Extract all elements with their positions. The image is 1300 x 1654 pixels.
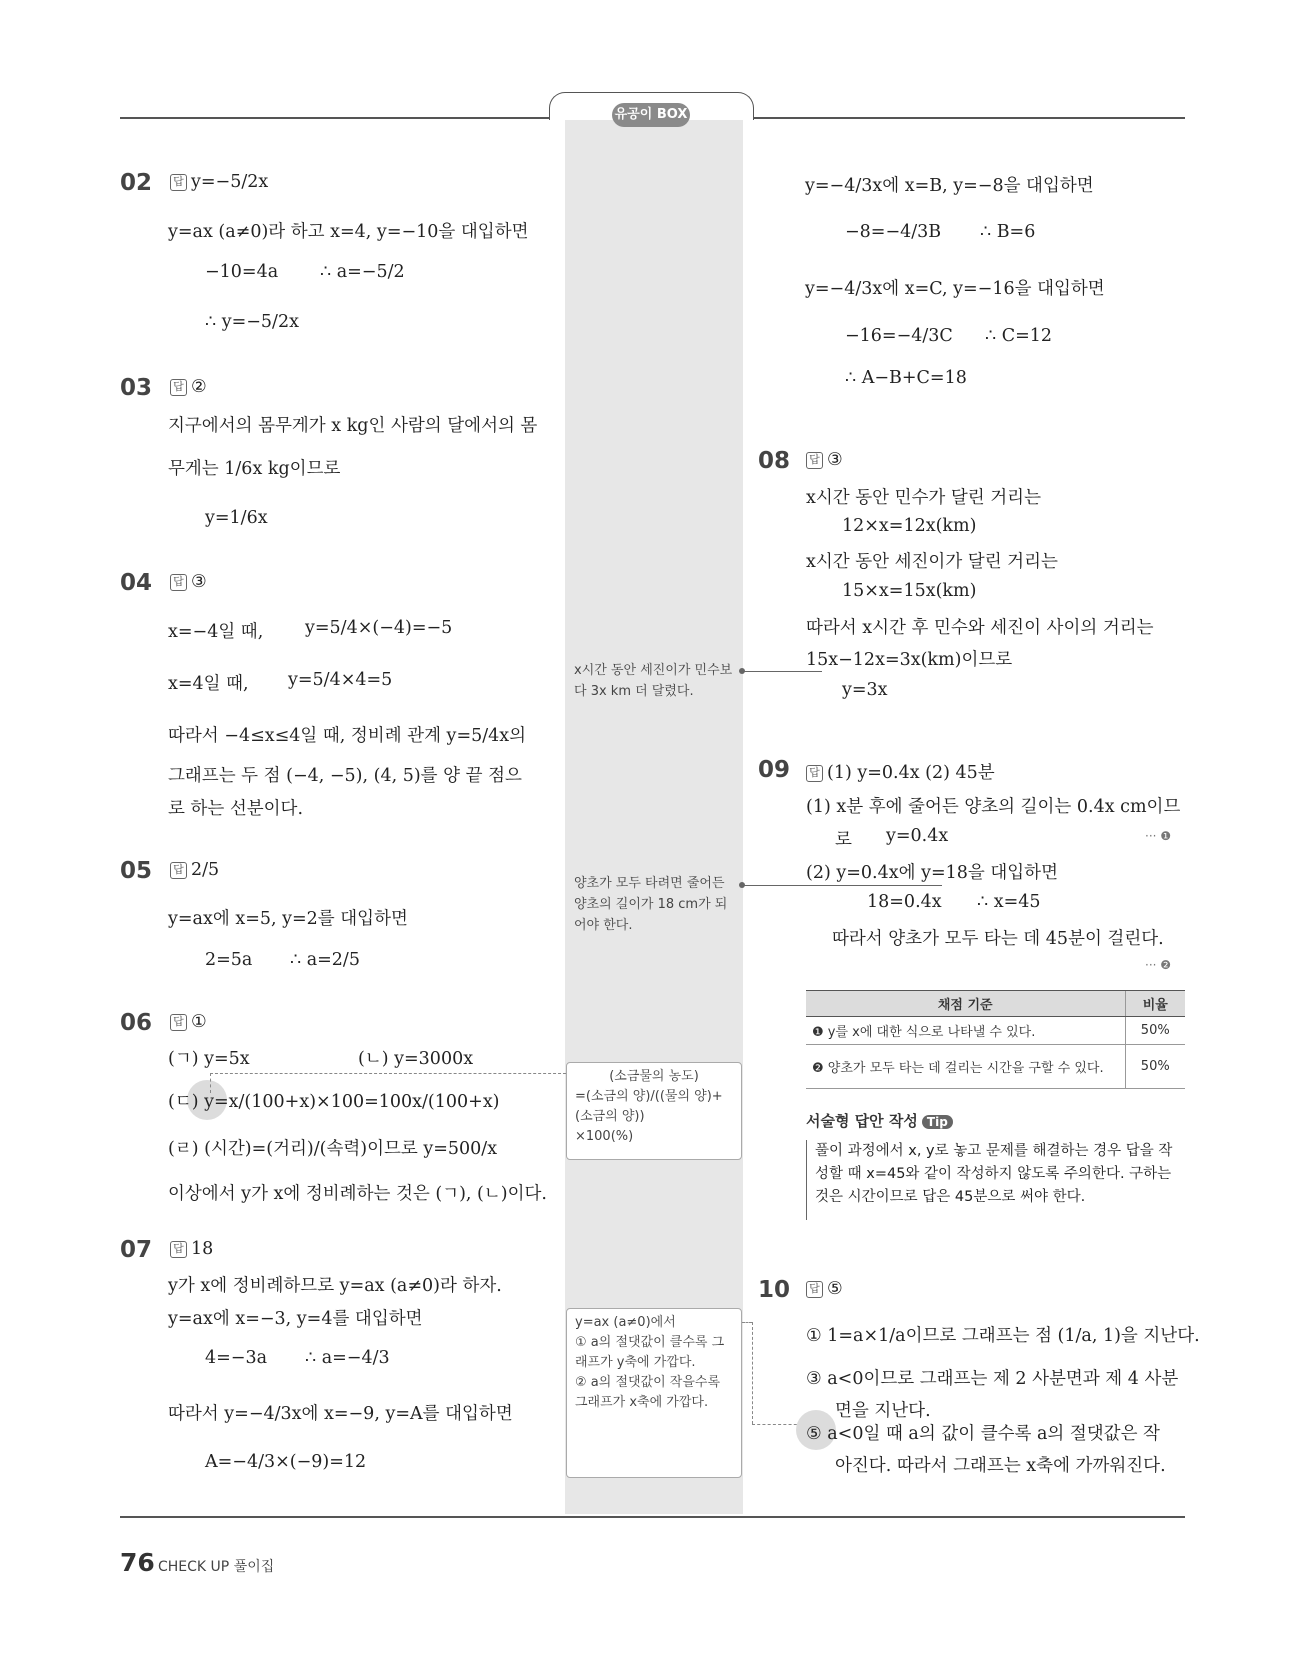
q10-option1: ① 1=a×1/a이므로 그래프는 점 (1/a, 1)을 지난다. xyxy=(806,1326,1200,1346)
q03-number: 03 xyxy=(120,375,153,401)
score-header-ratio: 비율 xyxy=(1125,991,1185,1017)
q10-number: 10 xyxy=(758,1277,791,1303)
q07-eq: 4=−3a xyxy=(205,1348,268,1368)
box-badge: 유공이 BOX xyxy=(612,103,690,127)
q09-p1b: 로 xyxy=(835,830,852,850)
q02-line1: y=ax (a≠0)라 하고 x=4, y=−10을 대입하면 xyxy=(168,222,529,242)
q08-line7: y=3x xyxy=(842,680,888,700)
q05-eq: 2=5a xyxy=(205,950,253,970)
score-row1-ratio: 50% xyxy=(1125,1017,1185,1045)
q05-line1: y=ax에 x=5, y=2를 대입하면 xyxy=(168,909,408,929)
q05-eq-result: ∴ a=2/5 xyxy=(290,950,360,970)
q07-line1: y가 x에 정비례하므로 y=ax (a≠0)라 하자. xyxy=(168,1276,502,1296)
note-08: x시간 동안 세진이가 민수보다 3x km 더 달렸다. xyxy=(574,663,733,699)
q10-option5a: ⑤ a<0일 때 a의 값이 클수록 a의 절댓값은 작 xyxy=(806,1424,1160,1444)
connector-09 xyxy=(742,885,942,886)
q03-line1: 지구에서의 몸무게가 x kg인 사람의 달에서의 몸 xyxy=(168,416,538,436)
q07-answer: 답 18 xyxy=(170,1239,213,1259)
q04-answer: 답 ③ xyxy=(170,572,207,592)
q05-number: 05 xyxy=(120,858,153,884)
q09-number: 09 xyxy=(758,757,791,783)
footer-title: CHECK UP 풀이집 xyxy=(158,1559,275,1575)
connector-06-vertical xyxy=(210,1073,211,1093)
q04-line1a: x=−4일 때, xyxy=(168,622,264,642)
q03-answer: 답 ② xyxy=(170,377,207,397)
q04-line1b: y=5/4×(−4)=−5 xyxy=(305,618,453,638)
q07-right-line1: y=−4/3x에 x=B, y=−8을 대입하면 xyxy=(805,176,1094,196)
note-06-line1: (소금물의 농도) xyxy=(609,1069,699,1084)
q08-answer: 답 ③ xyxy=(806,450,843,470)
q09-step1-marker: ··· ❶ xyxy=(1145,829,1172,843)
q05-answer: 답 2/5 xyxy=(170,860,219,880)
score-row1-criteria: ❶ y를 x에 대한 식으로 나타낼 수 있다. xyxy=(806,1017,1125,1045)
score-header-criteria: 채점 기준 xyxy=(806,991,1125,1017)
q09-step2-marker: ··· ❷ xyxy=(1145,958,1172,972)
note-10-line3: ② a의 절댓값이 작을수록 그래프가 x축에 가깝다. xyxy=(575,1375,721,1410)
q08-line5: 따라서 x시간 후 민수와 세진이 사이의 거리는 xyxy=(806,618,1154,638)
q09-p1c: y=0.4x xyxy=(886,826,949,846)
q06-conclusion: 이상에서 y가 x에 정비례하는 것은 (ㄱ), (ㄴ)이다. xyxy=(168,1184,547,1204)
q09-p2c: 따라서 양초가 모두 타는 데 45분이 걸린다. xyxy=(832,929,1164,949)
q08-number: 08 xyxy=(758,448,791,474)
q02-answer: 답 y=−5/2x xyxy=(170,172,268,192)
q09-p2b1: 18=0.4x xyxy=(867,892,942,912)
q06-item-c: (ㄷ) y=x/(100+x)×100=100x/(100+x) xyxy=(168,1092,500,1112)
q07-line4: 따라서 y=−4/3x에 x=−9, y=A를 대입하면 xyxy=(168,1404,513,1424)
connector-10-bottom xyxy=(752,1424,802,1425)
q04-number: 04 xyxy=(120,570,153,596)
q03-eq: y=1/6x xyxy=(205,508,268,528)
note-06-box xyxy=(566,1062,742,1160)
q07-right-eq1: −8=−4/3B xyxy=(845,222,942,242)
note-06-line3: ×100(%) xyxy=(575,1129,634,1144)
q07-right-line3: y=−4/3x에 x=C, y=−16을 대입하면 xyxy=(805,279,1105,299)
q10-answer: 답 ⑤ xyxy=(806,1279,843,1299)
bottom-rule xyxy=(120,1516,1185,1518)
q07-number: 07 xyxy=(120,1237,153,1263)
q02-eq1: −10=4a xyxy=(205,262,279,282)
q06-item-b: (ㄴ) y=3000x xyxy=(358,1049,474,1069)
q10-option3b: 면을 지난다. xyxy=(835,1401,931,1421)
q10-option3a: ③ a<0이므로 그래프는 제 2 사분면과 제 4 사분 xyxy=(806,1369,1179,1389)
q02-number: 02 xyxy=(120,170,153,196)
q07-right-eq2: −16=−4/3C xyxy=(845,326,953,346)
tip-badge: Tip xyxy=(922,1115,953,1129)
q08-line2: 12×x=12x(km) xyxy=(842,516,977,536)
q09-p1a: (1) x분 후에 줄어든 양초의 길이는 0.4x cm이므 xyxy=(806,797,1181,817)
connector-dot-09 xyxy=(739,882,745,888)
connector-06 xyxy=(210,1073,566,1074)
q06-item-a: (ㄱ) y=5x xyxy=(168,1049,250,1069)
connector-dot-08 xyxy=(739,668,745,674)
q06-number: 06 xyxy=(120,1010,153,1036)
q07-right-eq1-result: ∴ B=6 xyxy=(980,222,1036,242)
note-09: 양초가 모두 타려면 줄어든 양초의 길이가 18 cm가 되어야 한다. xyxy=(574,876,728,933)
score-row2-criteria: ❷ 양초가 모두 타는 데 걸리는 시간을 구할 수 있다. xyxy=(806,1045,1125,1089)
q07-line2: y=ax에 x=−3, y=4를 대입하면 xyxy=(168,1309,423,1329)
q04-line2b: y=5/4×4=5 xyxy=(288,670,393,690)
q08-line1: x시간 동안 민수가 달린 거리는 xyxy=(806,488,1041,508)
page-number: 76 xyxy=(120,1548,155,1577)
scoring-table xyxy=(806,990,1185,1089)
note-10-line2: ① a의 절댓값이 클수록 그래프가 y축에 가깝다. xyxy=(575,1335,725,1370)
q04-line2a: x=4일 때, xyxy=(168,674,249,694)
q08-line4: 15×x=15x(km) xyxy=(842,581,977,601)
q06-answer: 답 ① xyxy=(170,1012,207,1032)
q04-line4: 그래프는 두 점 (−4, −5), (4, 5)를 양 끝 점으 xyxy=(168,766,522,786)
tip-body: 풀이 과정에서 x, y로 놓고 문제를 해결하는 경우 답을 작성할 때 x=45와 같이 작성하지 않도록 주의한다. 구하는 것은 시간이므로 답은 45분으로 써야 한다. xyxy=(806,1140,1185,1220)
tip-title: 서술형 답안 작성 Tip xyxy=(806,1110,953,1131)
q02-eq2: ∴ y=−5/2x xyxy=(205,312,299,332)
q06-item-d: (ㄹ) (시간)=(거리)/(속력)이므로 y=500/x xyxy=(168,1139,498,1159)
q09-answer: 답 (1) y=0.4x (2) 45분 xyxy=(806,759,995,784)
q04-line5: 로 하는 선분이다. xyxy=(168,799,304,819)
connector-10-vertical xyxy=(752,1322,753,1424)
q04-line3: 따라서 −4≤x≤4일 때, 정비례 관계 y=5/4x의 xyxy=(168,726,527,746)
q07-eq-result: ∴ a=−4/3 xyxy=(305,1348,390,1368)
q07-right-eq2-result: ∴ C=12 xyxy=(985,326,1053,346)
q02-eq1-result: ∴ a=−5/2 xyxy=(320,262,405,282)
note-10-line1: y=ax (a≠0)에서 xyxy=(575,1315,676,1330)
q07-final: ∴ A−B+C=18 xyxy=(845,368,967,388)
q07-line5: A=−4/3×(−9)=12 xyxy=(205,1452,367,1472)
score-row2-ratio: 50% xyxy=(1125,1045,1185,1089)
center-notes-column xyxy=(565,114,743,1514)
q09-p2a: (2) y=0.4x에 y=18을 대입하면 xyxy=(806,863,1058,883)
q03-line2: 무게는 1/6x kg이므로 xyxy=(168,459,341,479)
connector-10-top xyxy=(742,1322,752,1323)
q08-line6: 15x−12x=3x(km)이므로 xyxy=(806,650,1013,670)
q08-line3: x시간 동안 세진이가 달린 거리는 xyxy=(806,552,1058,572)
note-10-box xyxy=(566,1308,742,1478)
connector-08 xyxy=(742,671,822,672)
note-06-line2: =(소금의 양)/((물의 양)+(소금의 양)) xyxy=(575,1089,723,1124)
q09-p2b2: ∴ x=45 xyxy=(977,892,1041,912)
q10-option5b: 아진다. 따라서 그래프는 x축에 가까워진다. xyxy=(835,1456,1166,1476)
